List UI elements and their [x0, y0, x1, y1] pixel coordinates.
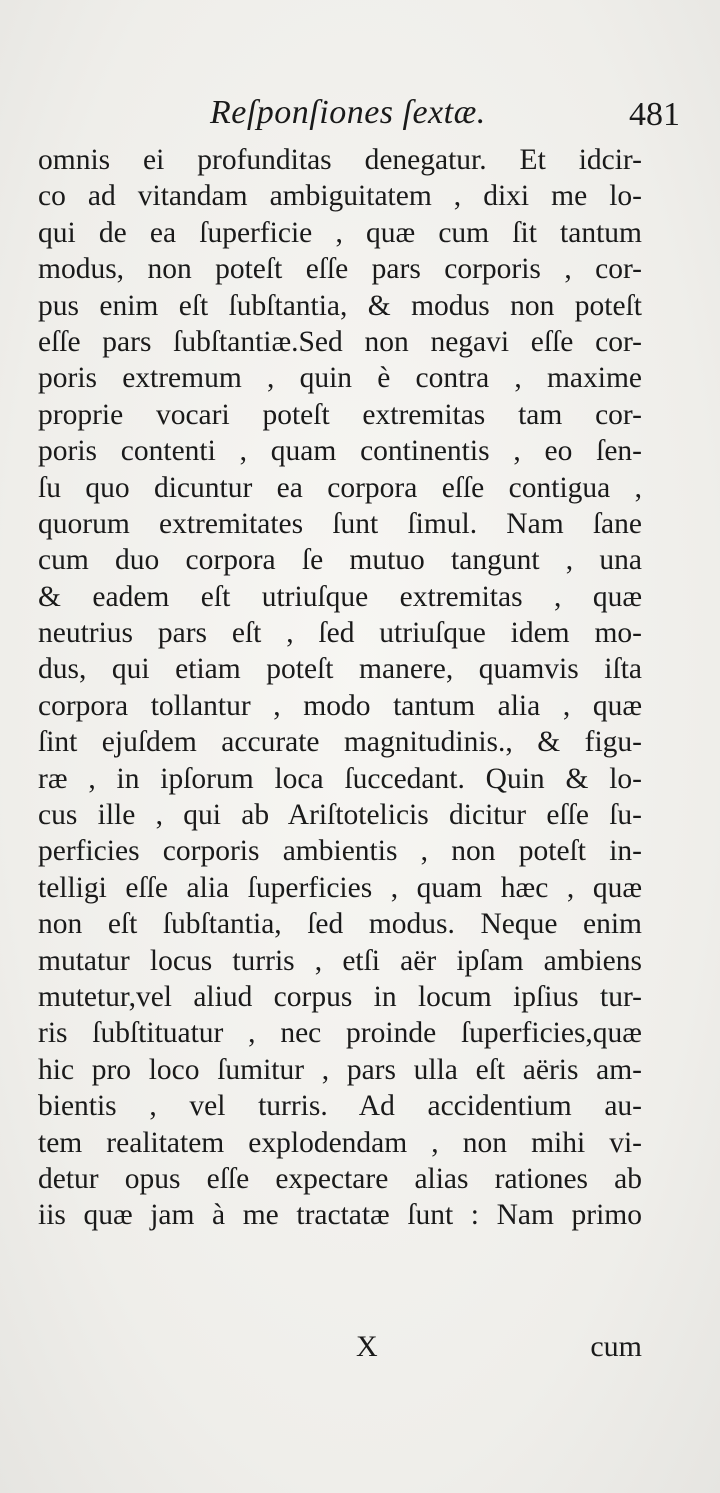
- text-line: corpora tollantur , modo tantum alia , quæ: [38, 689, 642, 722]
- text-line: dus, qui etiam poteſt manere, quamvis iſta: [38, 653, 642, 686]
- text-line: perficies corporis ambientis , non poteſt in-: [38, 835, 642, 868]
- page-footer: [38, 1330, 642, 1370]
- text-line: telligi eſſe alia ſuperficies , quam hæc , quæ: [38, 871, 642, 904]
- text-line: co ad vitandam ambiguitatem , dixi me lo-: [38, 180, 642, 213]
- text-line: mutetur,vel aliud corpus in locum ipſius tur-: [38, 980, 642, 1013]
- catchword: cum: [590, 1330, 642, 1363]
- text-line: non eſt ſubſtantia, ſed modus. Neque enim: [38, 908, 642, 941]
- text-line: mutatur locus turris , etſi aër ipſam ambiens: [38, 944, 642, 977]
- text-line: cum duo corpora ſe mutuo tangunt , una: [38, 544, 642, 577]
- body-text: [38, 142, 642, 1234]
- text-line: poris extremum , quin è contra , maxime: [38, 362, 642, 395]
- text-line: ſu quo dicuntur ea corpora eſſe contigua ,: [38, 471, 642, 504]
- text-line: quorum extremitates ſunt ſimul. Nam ſane: [38, 507, 642, 540]
- text-line: pus enim eſt ſubſtantia, & modus non poteſt: [38, 289, 642, 322]
- text-line: ris ſubſtituatur , nec proinde ſuperficies,quæ: [38, 1017, 642, 1050]
- text-line: modus, non poteſt eſſe pars corporis , cor-: [38, 253, 642, 286]
- text-line: proprie vocari poteſt extremitas tam cor-: [38, 398, 642, 431]
- text-line: qui de ea ſuperficie , quæ cum ſit tantum: [38, 216, 642, 249]
- text-line: cus ille , qui ab Ariſtotelicis dicitur eſſe ſu-: [38, 799, 642, 832]
- text-line: ræ , in ipſorum loca ſuccedant. Quin & lo-: [38, 762, 642, 795]
- text-line: iis quæ jam à me tractatæ ſunt : Nam primo: [38, 1199, 642, 1232]
- page-header: [40, 94, 680, 144]
- running-head: Reſponſiones ſextæ.: [210, 94, 486, 131]
- signature-mark: X: [356, 1330, 378, 1363]
- text-line: tem realitatem explodendam , non mihi vi-: [38, 1126, 642, 1159]
- text-line: ſint ejuſdem accurate magnitudinis., & figu-: [38, 726, 642, 759]
- text-line: poris contenti , quam continentis , eo ſen-: [38, 435, 642, 468]
- text-line: detur opus eſſe expectare alias rationes ab: [38, 1162, 642, 1195]
- text-line: neutrius pars eſt , ſed utriuſque idem mo-: [38, 617, 642, 650]
- page-number: 481: [629, 96, 680, 133]
- text-line: bientis , vel turris. Ad accidentium au-: [38, 1090, 642, 1123]
- text-line: & eadem eſt utriuſque extremitas , quæ: [38, 580, 642, 613]
- text-line: hic pro loco ſumitur , pars ulla eſt aëris am-: [38, 1053, 642, 1086]
- text-line: eſſe pars ſubſtantiæ.Sed non negavi eſſe cor-: [38, 325, 642, 358]
- text-line: omnis ei profunditas denegatur. Et idcir-: [38, 144, 642, 176]
